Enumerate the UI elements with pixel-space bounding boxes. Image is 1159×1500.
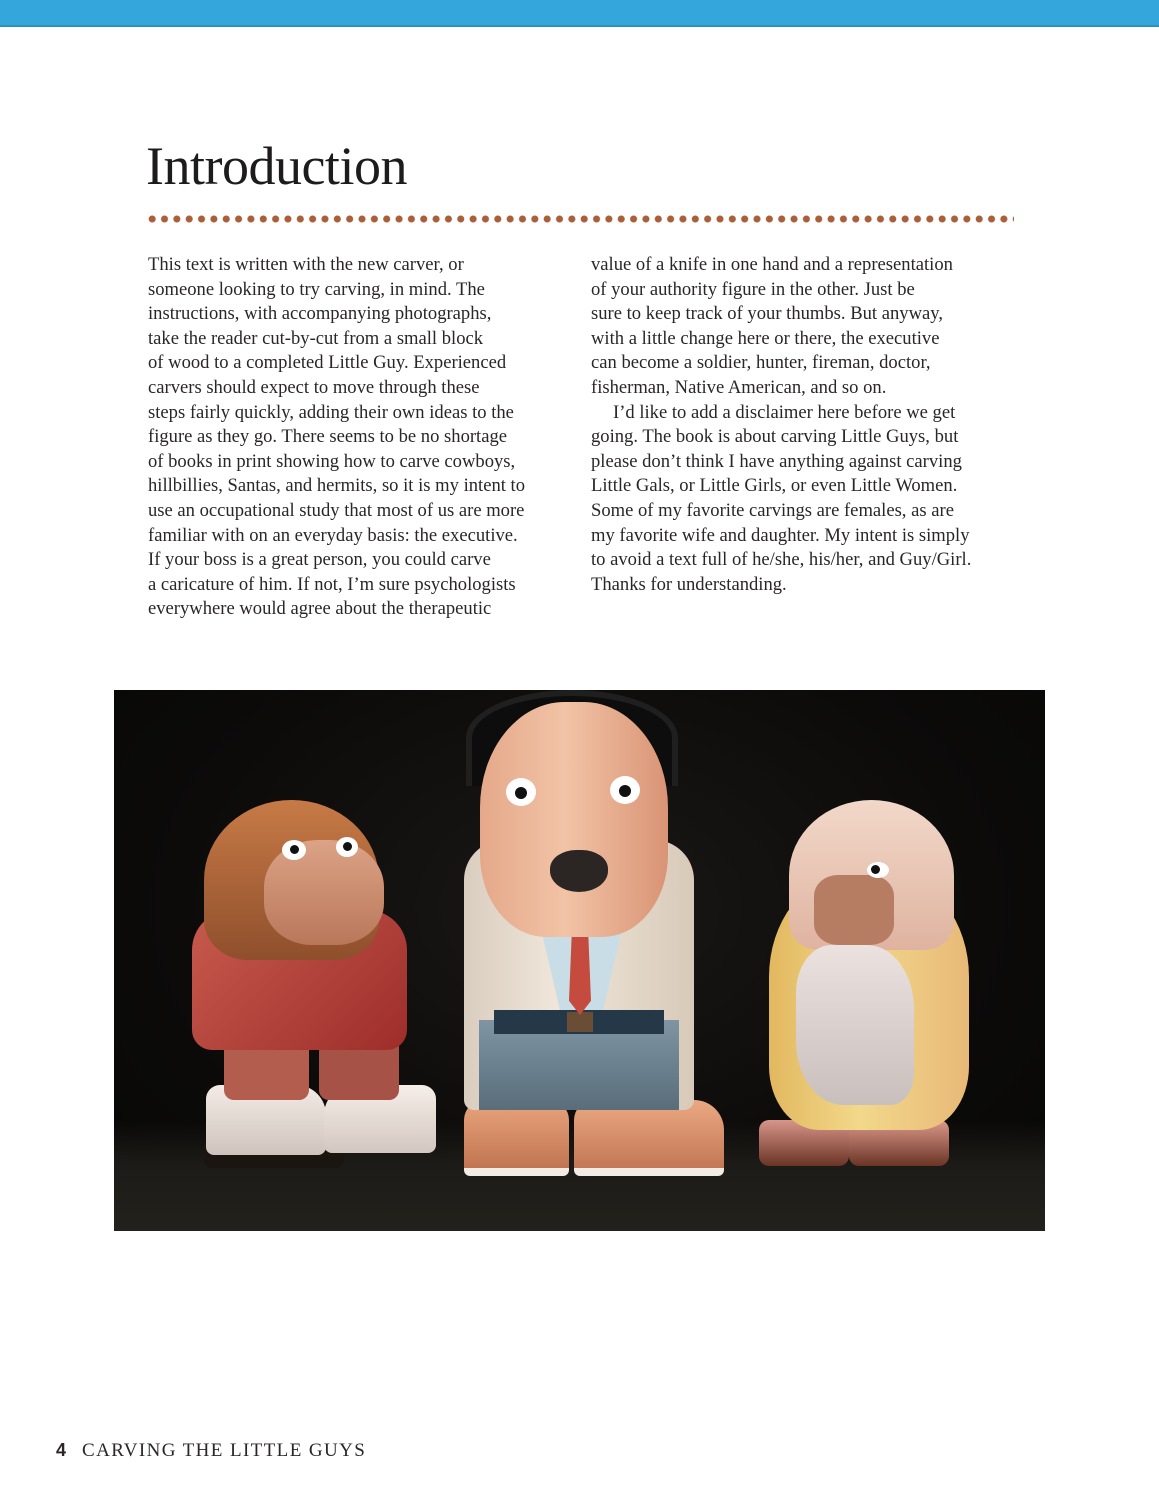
text-line: someone looking to try carving, in mind. The (148, 278, 485, 300)
text-line: can become a soldier, hunter, fireman, doctor, (591, 352, 931, 374)
text-line: to avoid a text full of he/she, his/her, and Guy/Girl. (591, 549, 972, 571)
text-line: value of a knife in one hand and a representation (591, 254, 953, 275)
text-line: Some of my favorite carvings are females, as are (591, 499, 954, 521)
text-line: a caricature of him. If not, I’m sure psychologists (148, 573, 516, 595)
text-line: Thanks for understanding. (591, 573, 787, 595)
header-color-bar (0, 0, 1159, 27)
text-line: of books in print showing how to carve cowboys, (148, 450, 516, 472)
text-line: sure to keep track of your thumbs. But anyway, (591, 303, 943, 325)
text-line: Little Gals, or Little Girls, or even Little Women. (591, 475, 958, 497)
text-line: figure as they go. There seems to be no shortage (148, 426, 508, 448)
text-column-right (591, 253, 1016, 597)
text-line: steps fairly quickly, adding their own ideas to the (148, 401, 514, 423)
text-line: please don’t think I have anything against carving (591, 450, 962, 472)
carved-figures-photo (114, 690, 1045, 1231)
text-line: of wood to a completed Little Guy. Experienced (148, 352, 507, 374)
paragraph (591, 253, 1016, 401)
page-title: Introduction (146, 136, 407, 196)
page-footer (56, 1440, 366, 1462)
text-line: of your authority figure in the other. Just be (591, 278, 915, 300)
text-line: If your boss is a great person, you could carve (148, 549, 491, 571)
text-line: use an occupational study that most of us are more (148, 499, 525, 521)
text-line: everywhere would agree about the therapeutic (148, 598, 492, 620)
text-line: fisherman, Native American, and so on. (591, 376, 887, 398)
text-line: hillbillies, Santas, and hermits, so it is my intent to (148, 475, 526, 497)
text-line: going. The book is about carving Little Guys, but (591, 426, 959, 448)
text-line: my favorite wife and daughter. My intent is simply (591, 524, 970, 546)
paragraph (591, 401, 1016, 598)
text-line: I’d like to add a disclaimer here before we get (613, 401, 956, 423)
text-line: This text is written with the new carver, or (148, 254, 464, 275)
text-line: take the reader cut-by-cut from a small block (148, 327, 484, 349)
text-line: familiar with on an everyday basis: the executive. (148, 524, 518, 546)
paragraph (148, 253, 573, 622)
running-title: CARVING THE LITTLE GUYS (82, 1440, 367, 1461)
text-line: carvers should expect to move through these (148, 376, 480, 398)
text-line: with a little change here or there, the executive (591, 327, 940, 349)
dotted-divider (146, 214, 1014, 224)
text-column-left (148, 253, 573, 622)
page-number: 4 (56, 1440, 67, 1460)
text-line: instructions, with accompanying photographs, (148, 303, 492, 325)
